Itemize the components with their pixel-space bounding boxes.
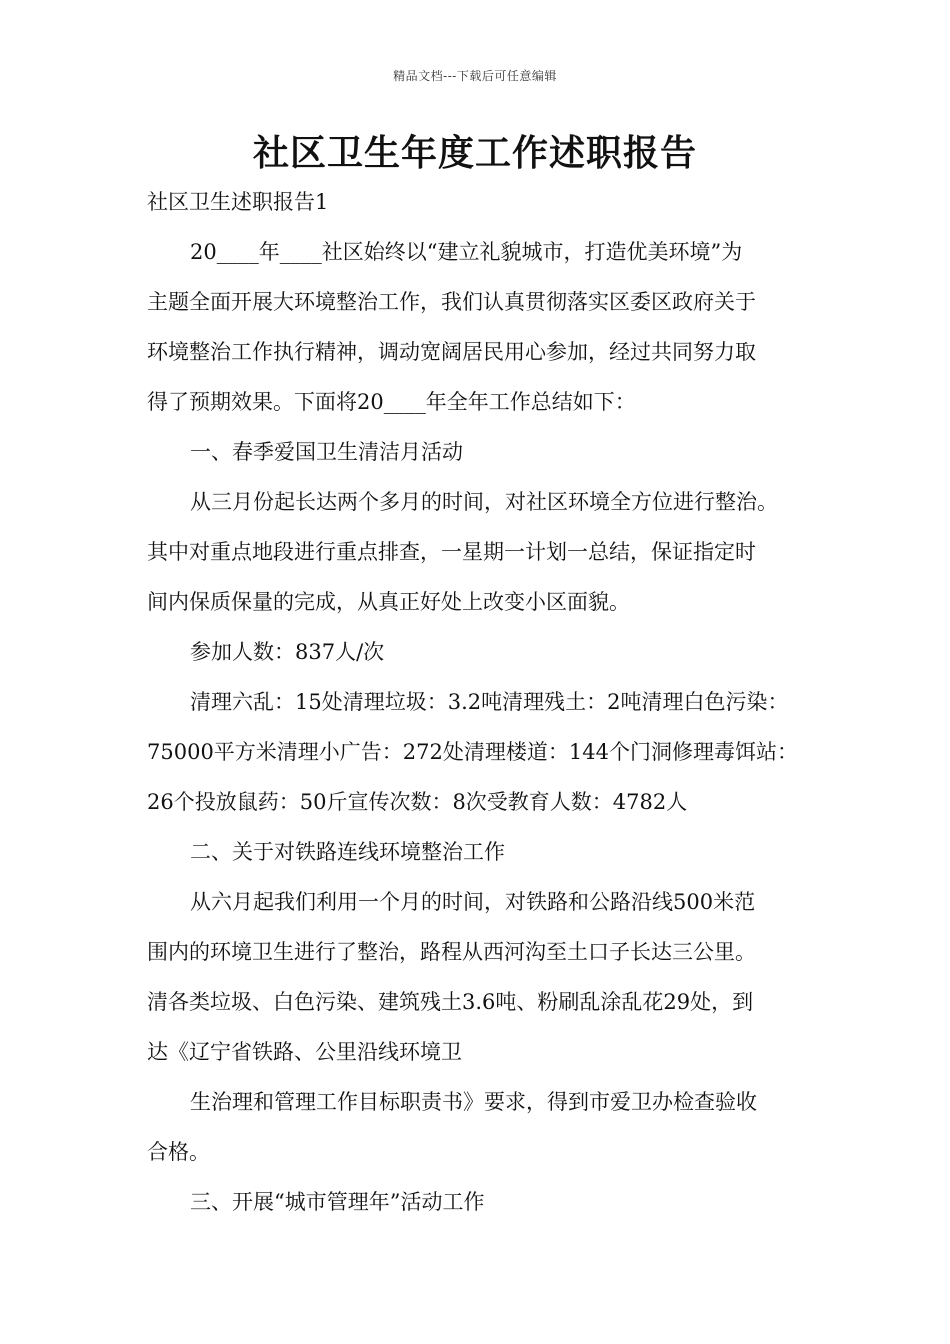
- paragraph-line: 清理六乱：15处清理垃圾：3.2吨清理残土：2吨清理白色污染：: [190, 690, 789, 714]
- paragraph-line: 从六月起我们利用一个月的时间，对铁路和公路沿线500米范: [190, 890, 756, 914]
- paragraph-line: 26个投放鼠药：50斤宣传次数：8次受教育人数：4782人: [147, 790, 688, 814]
- document-title: 社区卫生年度工作述职报告: [252, 132, 697, 174]
- header-note: 精品文档---下载后可任意编辑: [393, 69, 557, 83]
- paragraph-line: 20____年____社区始终以“建立礼貌城市，打造优美环境”为: [190, 240, 743, 264]
- section-heading: 二、关于对铁路连线环境整治工作: [190, 840, 505, 864]
- section-heading: 一、春季爱国卫生清洁月活动: [190, 440, 463, 464]
- paragraph-line: 其中对重点地段进行重点排查，一星期一计划一总结，保证指定时: [147, 540, 756, 564]
- paragraph-line: 环境整治工作执行精神，调动宽阔居民用心参加，经过共同努力取: [147, 340, 756, 364]
- paragraph-line: 主题全面开展大环境整治工作，我们认真贯彻落实区委区政府关于: [147, 290, 756, 314]
- paragraph-line: 生治理和管理工作目标职责书》要求，得到市爱卫办检查验收: [190, 1090, 757, 1114]
- paragraph-line: 间内保质保量的完成，从真正好处上改变小区面貌。: [147, 590, 630, 614]
- paragraph-line: 75000平方米清理小广告：272处清理楼道：144个门洞修理毒饵站：: [147, 740, 798, 764]
- section-heading: 三、开展“城市管理年”活动工作: [190, 1190, 485, 1214]
- paragraph-line: 围内的环境卫生进行了整治，路程从西河沟至土口子长达三公里。: [147, 940, 756, 964]
- subtitle-line: 社区卫生述职报告1: [147, 190, 329, 214]
- paragraph-line: 合格。: [147, 1140, 210, 1164]
- paragraph-line: 得了预期效果。下面将20____年全年工作总结如下：: [147, 390, 636, 414]
- paragraph-line: 参加人数：837人/次: [190, 640, 385, 664]
- paragraph-line: 达《辽宁省铁路、公里沿线环境卫: [147, 1040, 462, 1064]
- paragraph-line: 清各类垃圾、白色污染、建筑残土3.6吨、粉刷乱涂乱花29处，到: [147, 990, 754, 1014]
- paragraph-line: 从三月份起长达两个多月的时间，对社区环境全方位进行整治。: [190, 490, 778, 514]
